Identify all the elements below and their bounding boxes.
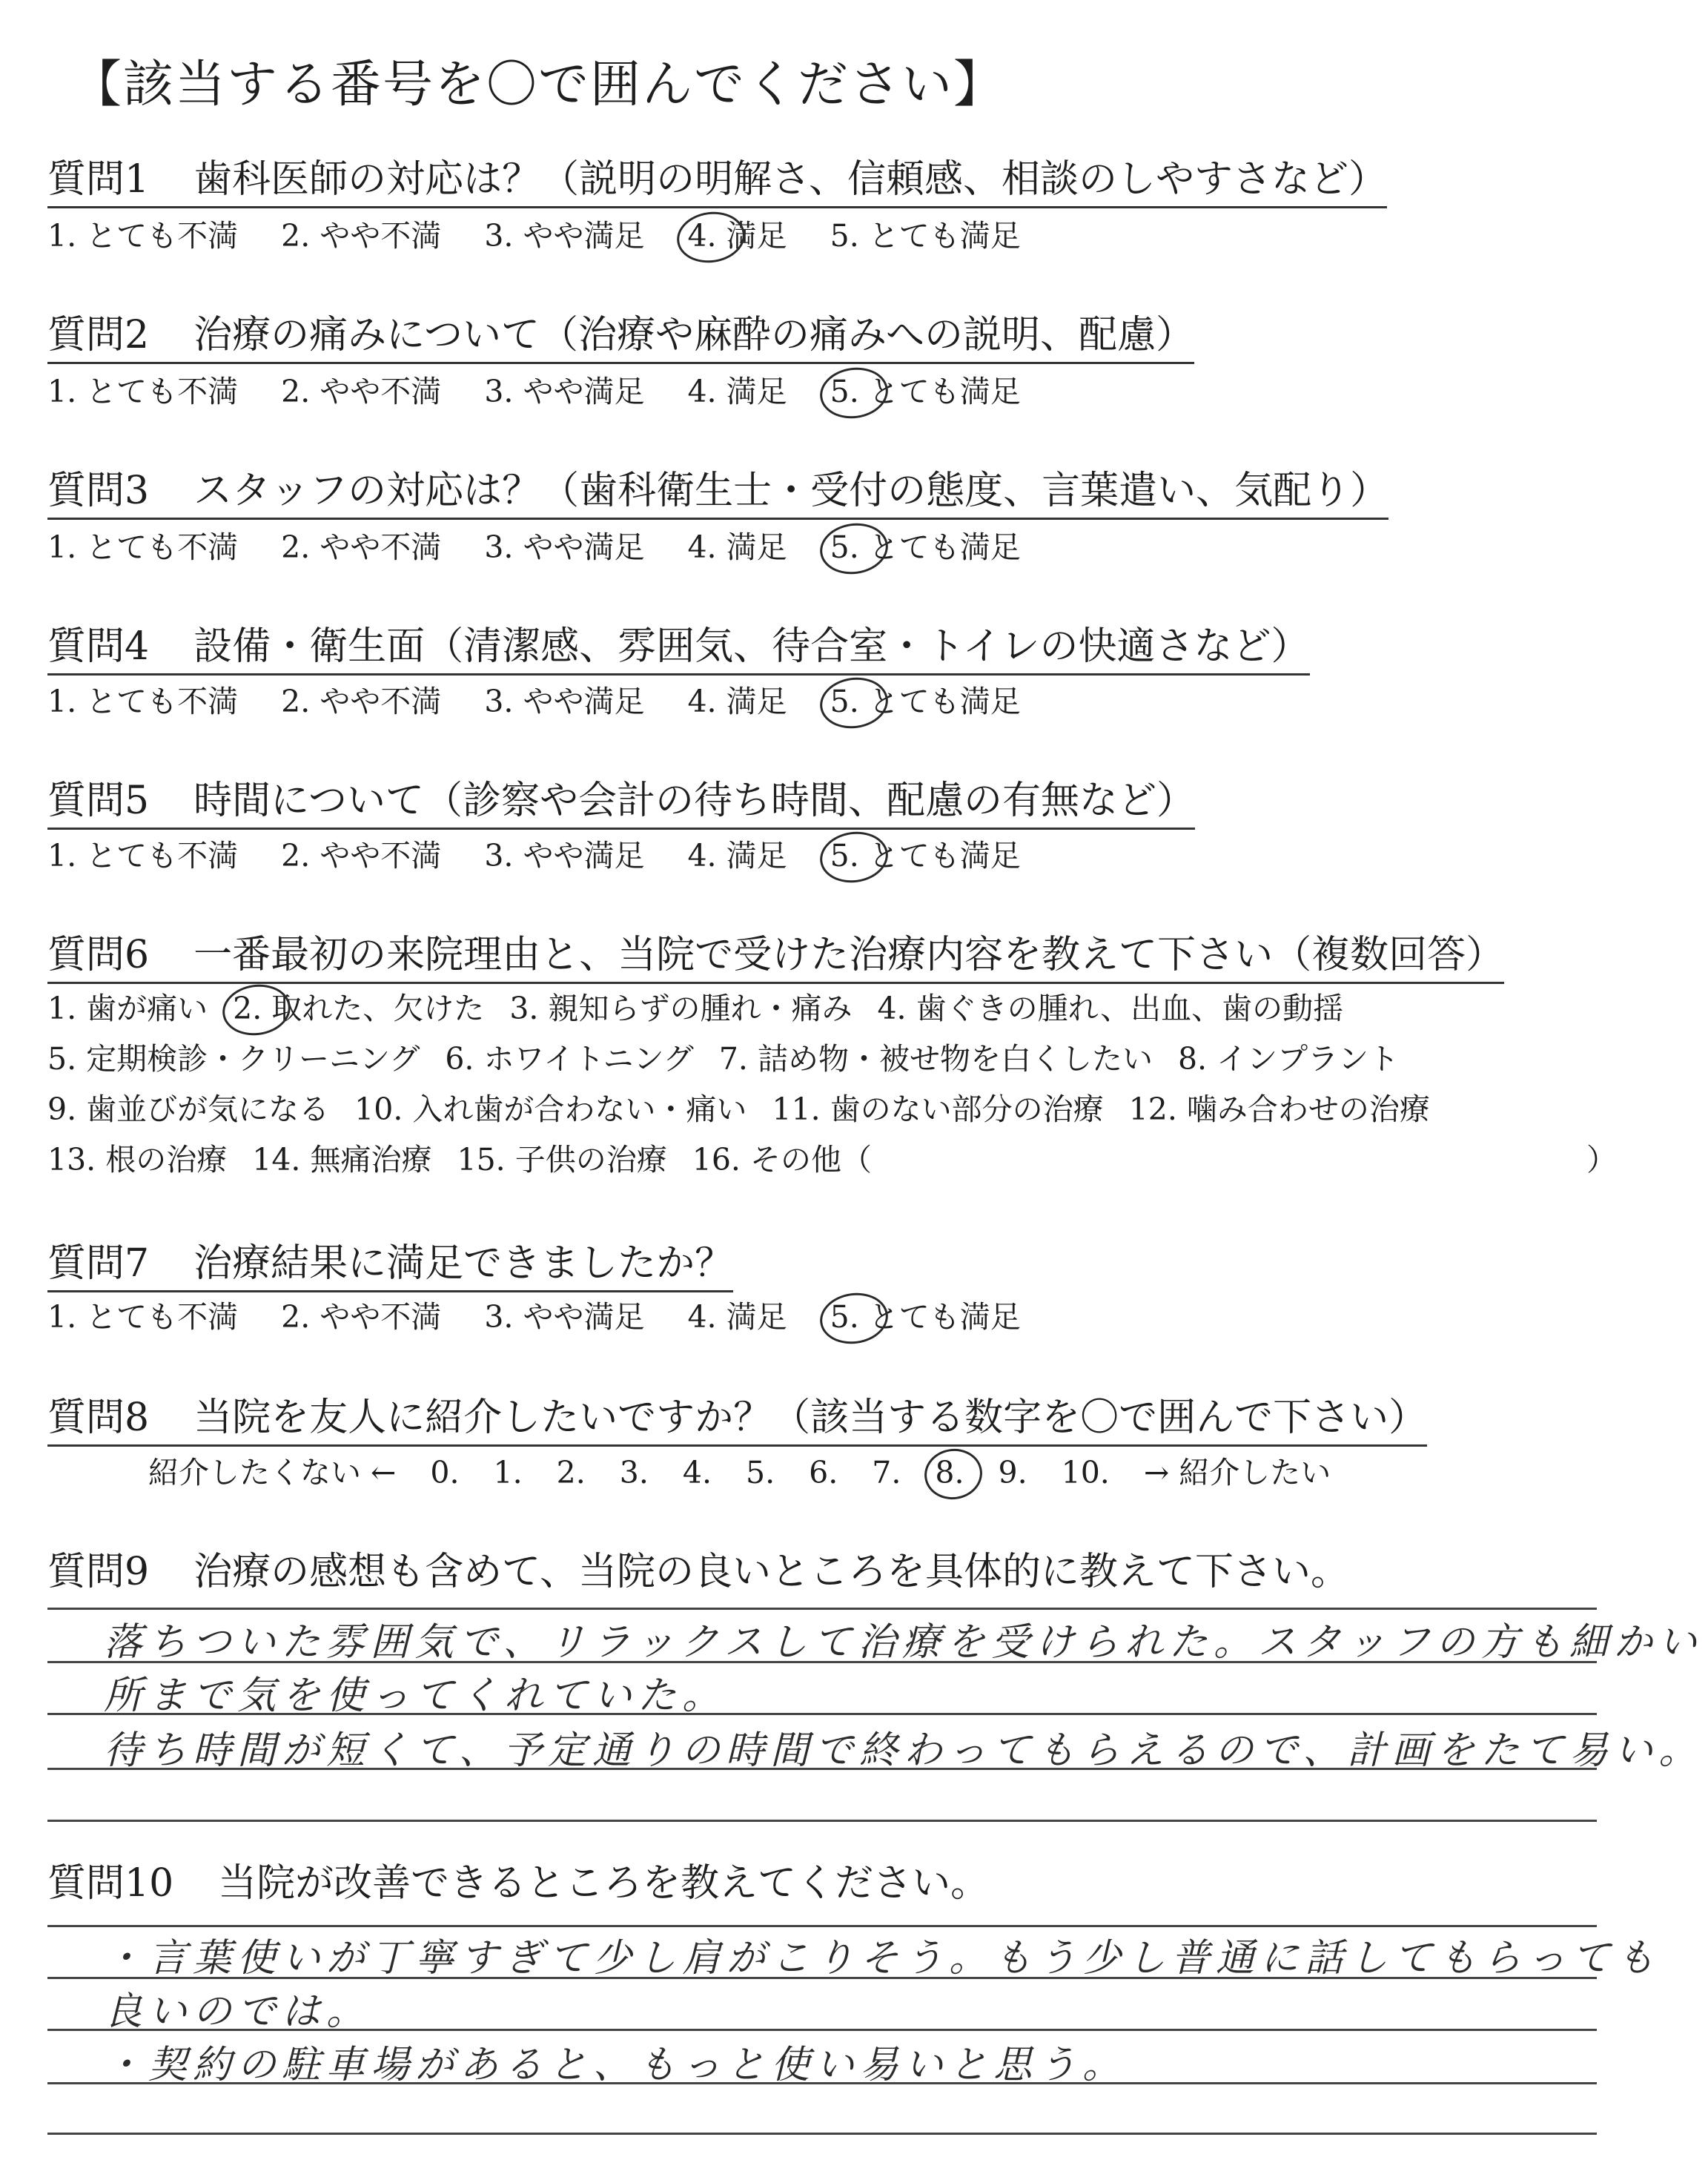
question-5-heading [47, 777, 1195, 830]
question-text: 治療の感想も含めて、当院の良いところを具体的に教えて下さい。 [193, 1550, 1350, 1594]
question-text: 時間について（診察や会計の待ち時間、配慮の有無など） [193, 779, 1196, 823]
option-3[interactable]: 3. やや満足 [484, 838, 645, 873]
question-number: 質問5 [47, 779, 150, 823]
handwritten-answer-line-1: 落ちついた雰囲気で、リラックスして治療を受けられた。スタッフの方も細かい [104, 1620, 1703, 1665]
option-4[interactable]: 4. 満足 [687, 684, 787, 719]
option-5-circled[interactable]: 5. とても満足 [830, 1296, 1021, 1338]
answer-line [47, 1977, 1597, 1979]
question-8-scale [148, 1452, 1365, 1493]
option-13[interactable]: 13. 根の治療 [47, 1142, 228, 1178]
option-10[interactable]: 10. 入れ歯が合わない・痛い [354, 1091, 747, 1127]
option-5-circled[interactable]: 5. とても満足 [830, 526, 1021, 568]
handwritten-answer-line-3: 待ち時間が短くて、予定通りの時間で終わってもらえるので、計画をたて易い。 [104, 1728, 1704, 1773]
option-14[interactable]: 14. 無痛治療 [252, 1142, 432, 1178]
option-11[interactable]: 11. 歯のない部分の治療 [772, 1091, 1104, 1127]
option-2[interactable]: 2. やや不満 [281, 218, 442, 254]
option-8[interactable]: 8. インプラント [1177, 1041, 1400, 1077]
option-1[interactable]: 1. とても不満 [47, 684, 239, 719]
option-6[interactable]: 6. ホワイトニング [445, 1041, 694, 1077]
question-number: 質問6 [47, 933, 150, 977]
option-1[interactable]: 1. とても不満 [47, 838, 239, 873]
answer-line [47, 1768, 1597, 1770]
option-4[interactable]: 4. 満足 [687, 374, 787, 409]
page-title: 【該当する番号を〇で囲んでください】 [71, 56, 1006, 114]
question-text: スタッフの対応は？（歯科衛生士・受付の態度、言葉遣い、気配り） [193, 469, 1389, 513]
option-4[interactable]: 4. 満足 [687, 838, 787, 873]
option-2[interactable]: 2. やや不満 [281, 684, 442, 719]
question-text: 治療結果に満足できましたか？ [193, 1241, 734, 1286]
answer-line [47, 1713, 1597, 1715]
question-number: 質問8 [47, 1396, 150, 1440]
scale-8-circled[interactable]: 8. [935, 1452, 964, 1493]
question-text: 当院を友人に紹介したいですか？（該当する数字を〇で囲んで下さい） [193, 1396, 1428, 1440]
question-1-heading [47, 156, 1387, 208]
question-5-options [47, 835, 1064, 876]
question-text: 治療の痛みについて（治療や麻酔の痛みへの説明、配慮） [193, 313, 1195, 357]
question-text: 歯科医師の対応は？（説明の明解さ、信頼感、相談のしやすさなど） [193, 157, 1388, 202]
scale-7[interactable]: 7. [872, 1455, 901, 1490]
scale-right-label: → 紹介したい [1143, 1455, 1331, 1490]
question-1-options [47, 215, 1064, 257]
answer-line [47, 2082, 1597, 2084]
question-6-row-3 [47, 1089, 1455, 1130]
option-15[interactable]: 15. 子供の治療 [457, 1142, 667, 1178]
scale-0[interactable]: 0. [430, 1455, 460, 1490]
option-5[interactable]: 5. 定期検診・クリーニング [47, 1041, 420, 1077]
option-5-circled[interactable]: 5. とても満足 [830, 681, 1021, 722]
option-5[interactable]: 5. とても満足 [830, 218, 1021, 254]
answer-line [47, 2029, 1597, 2031]
option-4[interactable]: 4. 満足 [687, 1299, 787, 1335]
option-16-other[interactable]: 16. その他（ [692, 1142, 872, 1178]
option-3[interactable]: 3. やや満足 [484, 529, 645, 565]
scale-left-label: 紹介したくない ← [148, 1455, 397, 1490]
handwritten-answer-line-2: 良いのでは。 [104, 1989, 371, 2034]
option-2[interactable]: 2. やや不満 [281, 838, 442, 873]
handwritten-answer-line-3: ・契約の駐車場があると、もっと使い易いと思う。 [104, 2043, 1128, 2087]
question-number: 質問3 [47, 469, 150, 513]
question-number: 質問1 [47, 157, 150, 202]
question-number: 質問4 [47, 624, 150, 669]
option-1[interactable]: 1. とても不満 [47, 529, 239, 565]
question-3-heading [47, 467, 1388, 520]
question-number: 質問7 [47, 1241, 150, 1286]
question-number: 質問9 [47, 1550, 150, 1594]
option-3[interactable]: 3. やや満足 [484, 1299, 645, 1335]
other-paren-close: ） [1586, 1142, 1617, 1178]
question-10-heading [47, 1860, 989, 1910]
question-8-heading [47, 1394, 1427, 1447]
option-2[interactable]: 2. やや不満 [281, 529, 442, 565]
option-4-circled[interactable]: 4. 満足 [687, 215, 787, 257]
option-3[interactable]: 3. 親知らずの腫れ・痛み [509, 991, 853, 1026]
question-3-options [47, 526, 1064, 568]
answer-line [47, 1608, 1597, 1610]
option-1[interactable]: 1. とても不満 [47, 1299, 239, 1335]
option-2[interactable]: 2. やや不満 [281, 374, 442, 409]
question-7-options [47, 1296, 1064, 1338]
question-number: 質問10 [47, 1861, 174, 1906]
option-1[interactable]: 1. とても不満 [47, 218, 239, 254]
scale-10[interactable]: 10. [1061, 1455, 1110, 1490]
option-9[interactable]: 9. 歯並びが気になる [47, 1091, 330, 1127]
option-12[interactable]: 12. 噛み合わせの治療 [1128, 1091, 1430, 1127]
option-2-circled[interactable]: 2. 取れた、欠けた [233, 988, 484, 1029]
scale-2[interactable]: 2. [556, 1455, 586, 1490]
question-9-heading [47, 1548, 1349, 1599]
scale-5[interactable]: 5. [746, 1455, 775, 1490]
handwritten-answer-line-2: 所まで気を使ってくれていた。 [104, 1674, 727, 1718]
question-text: 一番最初の来院理由と、当院で受けた治療内容を教えて下さい（複数回答） [193, 933, 1505, 977]
option-3[interactable]: 3. やや満足 [484, 684, 645, 719]
question-4-options [47, 681, 1064, 722]
option-3[interactable]: 3. やや満足 [484, 374, 645, 409]
option-5-circled[interactable]: 5. とても満足 [830, 835, 1021, 876]
question-6-row-2 [47, 1038, 1424, 1080]
question-6-row-4 [47, 1139, 897, 1180]
question-6-heading [47, 931, 1504, 984]
option-7[interactable]: 7. 詰め物・被せ物を白くしたい [718, 1041, 1153, 1077]
answer-line [47, 1661, 1597, 1663]
handwritten-answer-line-1: ・言葉使いが丁寧すぎて少し肩がこりそう。もう少し普通に話してもらっても [104, 1936, 1661, 1981]
option-2[interactable]: 2. やや不満 [281, 1299, 442, 1335]
question-text: 設備・衛生面（清潔感、雰囲気、待合室・トイレの快適さなど） [193, 624, 1310, 669]
answer-line [47, 2133, 1597, 2135]
option-4[interactable]: 4. 満足 [687, 529, 787, 565]
question-6-row-1 [47, 988, 1368, 1029]
option-3[interactable]: 3. やや満足 [484, 218, 645, 254]
option-1[interactable]: 1. とても不満 [47, 374, 239, 409]
scale-1[interactable]: 1. [493, 1455, 523, 1490]
question-2-options [47, 371, 1064, 412]
scale-4[interactable]: 4. [682, 1455, 712, 1490]
scale-3[interactable]: 3. [619, 1455, 649, 1490]
answer-line [47, 1820, 1597, 1822]
option-1[interactable]: 1. 歯が痛い [47, 991, 208, 1026]
option-5-circled[interactable]: 5. とても満足 [830, 371, 1021, 412]
scale-9[interactable]: 9. [998, 1455, 1027, 1490]
scale-6[interactable]: 6. [809, 1455, 838, 1490]
question-7-heading [47, 1240, 733, 1292]
question-4-heading [47, 623, 1310, 676]
question-2-heading [47, 311, 1194, 364]
question-number: 質問2 [47, 313, 150, 357]
option-4[interactable]: 4. 歯ぐきの腫れ、出血、歯の動揺 [877, 991, 1344, 1026]
question-text: 当院が改善できるところを教えてください。 [218, 1861, 990, 1906]
